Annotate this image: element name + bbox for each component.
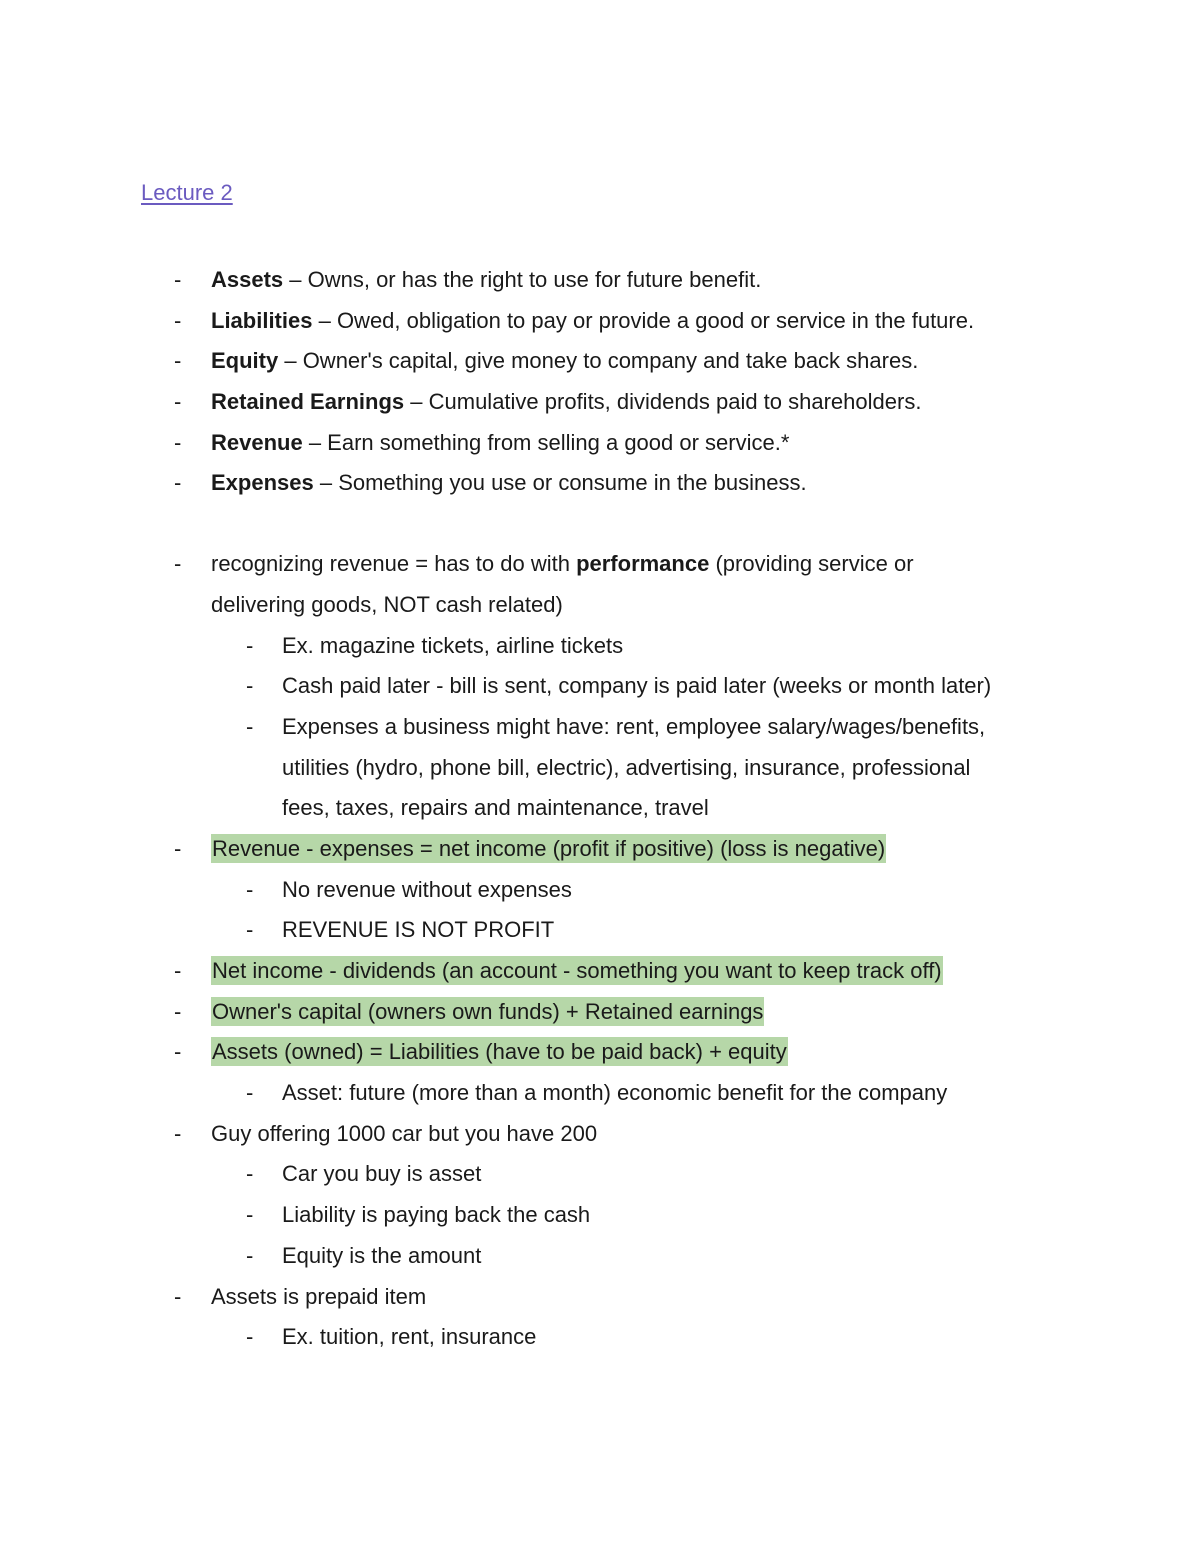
car-sub-3: Equity is the amount	[282, 1242, 482, 1268]
term-liabilities: Liabilities	[211, 307, 313, 333]
bullet-dash: -	[174, 307, 182, 333]
term-revenue: Revenue	[211, 429, 303, 455]
list-item	[0, 341, 1200, 382]
term-retained-earnings: Retained Earnings	[211, 389, 405, 415]
sub-list-item	[0, 626, 1200, 667]
bullet-dash: -	[174, 1120, 182, 1146]
list-item	[0, 544, 1200, 585]
list-item	[0, 829, 1200, 870]
list-item	[0, 992, 1200, 1033]
sub-list-item-continuation	[0, 748, 1200, 789]
bullet-dash: -	[174, 835, 182, 861]
sub-list-item	[0, 1154, 1200, 1195]
bullet-dash: -	[174, 429, 182, 455]
bullet-dash: -	[246, 1080, 254, 1106]
prepaid-sub: Ex. tuition, rent, insurance	[282, 1324, 537, 1350]
sub-list-item-continuation	[0, 788, 1200, 829]
notes-list	[0, 260, 1200, 1358]
rec-example: Ex. magazine tickets, airline tickets	[282, 632, 624, 658]
def-retained-earnings: – Cumulative profits, dividends paid to shareholders.	[404, 389, 922, 415]
ni-sub-1: No revenue without expenses	[282, 876, 572, 902]
sub-list-item	[0, 1073, 1200, 1114]
bullet-dash: -	[174, 470, 182, 496]
recognize-pre: recognizing revenue = has to do with	[211, 551, 577, 577]
eq-sub: Asset: future (more than a month) economic benefit for the company	[282, 1080, 948, 1106]
list-item-continuation	[0, 585, 1200, 626]
bullet-dash: -	[174, 267, 182, 292]
recognize-post: (providing service or	[709, 551, 914, 577]
bullet-dash: -	[174, 998, 182, 1024]
sub-list-item	[0, 1195, 1200, 1236]
def-liabilities: – Owed, obligation to pay or provide a good or service in the future.	[312, 307, 975, 333]
list-item	[0, 951, 1200, 992]
list-item	[0, 1032, 1200, 1073]
prepaid: Assets is prepaid item	[211, 1283, 427, 1309]
page-title: Lecture 2	[141, 180, 233, 205]
bullet-dash: -	[174, 958, 182, 983]
def-expenses: – Something you use or consume in the business.	[313, 470, 807, 496]
rec-cash: Cash paid later - bill is sent, company is paid later (weeks or month later)	[282, 673, 992, 699]
list-item	[0, 1114, 1200, 1155]
bullet-dash: -	[174, 1039, 182, 1065]
bullet-dash: -	[174, 348, 182, 374]
bullet-dash: -	[246, 1161, 254, 1187]
recognize-cont: delivering goods, NOT cash related)	[211, 591, 563, 617]
rec-expenses-1: Expenses a business might have: rent, employee salary/wages/benefits,	[282, 713, 986, 739]
rec-expenses-2: utilities (hydro, phone bill, electric), advertising, insurance, professional	[282, 754, 971, 780]
list-item	[0, 301, 1200, 342]
bullet-dash: -	[246, 1242, 254, 1268]
term-expenses: Expenses	[211, 470, 314, 496]
bullet-dash: -	[174, 551, 182, 577]
list-item	[0, 463, 1200, 504]
recognize-bold: performance	[576, 551, 710, 577]
net-income-highlight: Revenue - expenses = net income (profit if positive) (loss is negative)	[212, 835, 886, 861]
owners-highlight: Owner's capital (owners own funds) + Retained earnings	[212, 998, 764, 1024]
def-equity: – Owner's capital, give money to company and take back shares.	[278, 348, 919, 374]
ni-sub-2: REVENUE IS NOT PROFIT	[282, 917, 555, 943]
bullet-dash: -	[246, 876, 254, 902]
term-assets: Assets	[211, 267, 284, 292]
def-revenue: – Earn something from selling a good or service.*	[302, 429, 790, 455]
car-sub-1: Car you buy is asset	[282, 1161, 482, 1187]
sub-list-item	[0, 1317, 1200, 1358]
list-item	[0, 382, 1200, 423]
car-example: Guy offering 1000 car but you have 200	[211, 1120, 598, 1146]
bullet-dash: -	[246, 1324, 254, 1350]
bullet-dash: -	[174, 1283, 182, 1309]
bullet-dash: -	[246, 713, 254, 739]
rec-expenses-3: fees, taxes, repairs and maintenance, travel	[282, 795, 709, 821]
list-item	[0, 423, 1200, 464]
bullet-dash: -	[174, 389, 182, 415]
equation-highlight: Assets (owned) = Liabilities (have to be paid back) + equity	[212, 1039, 787, 1065]
term-equity: Equity	[211, 348, 279, 374]
sub-list-item	[0, 1236, 1200, 1277]
dividends-highlight: Net income - dividends (an account - something you want to keep track off)	[212, 958, 942, 983]
bullet-dash: -	[246, 1202, 254, 1228]
sub-list-item	[0, 910, 1200, 951]
sub-list-item	[0, 666, 1200, 707]
bullet-dash: -	[246, 917, 254, 943]
bullet-dash: -	[246, 632, 254, 658]
sub-list-item	[0, 707, 1200, 748]
bullet-dash: -	[246, 673, 254, 699]
list-item	[0, 260, 1200, 301]
def-assets: – Owns, or has the right to use for future benefit.	[283, 267, 762, 292]
sub-list-item	[0, 870, 1200, 911]
list-item	[0, 1277, 1200, 1318]
car-sub-2: Liability is paying back the cash	[282, 1202, 591, 1228]
